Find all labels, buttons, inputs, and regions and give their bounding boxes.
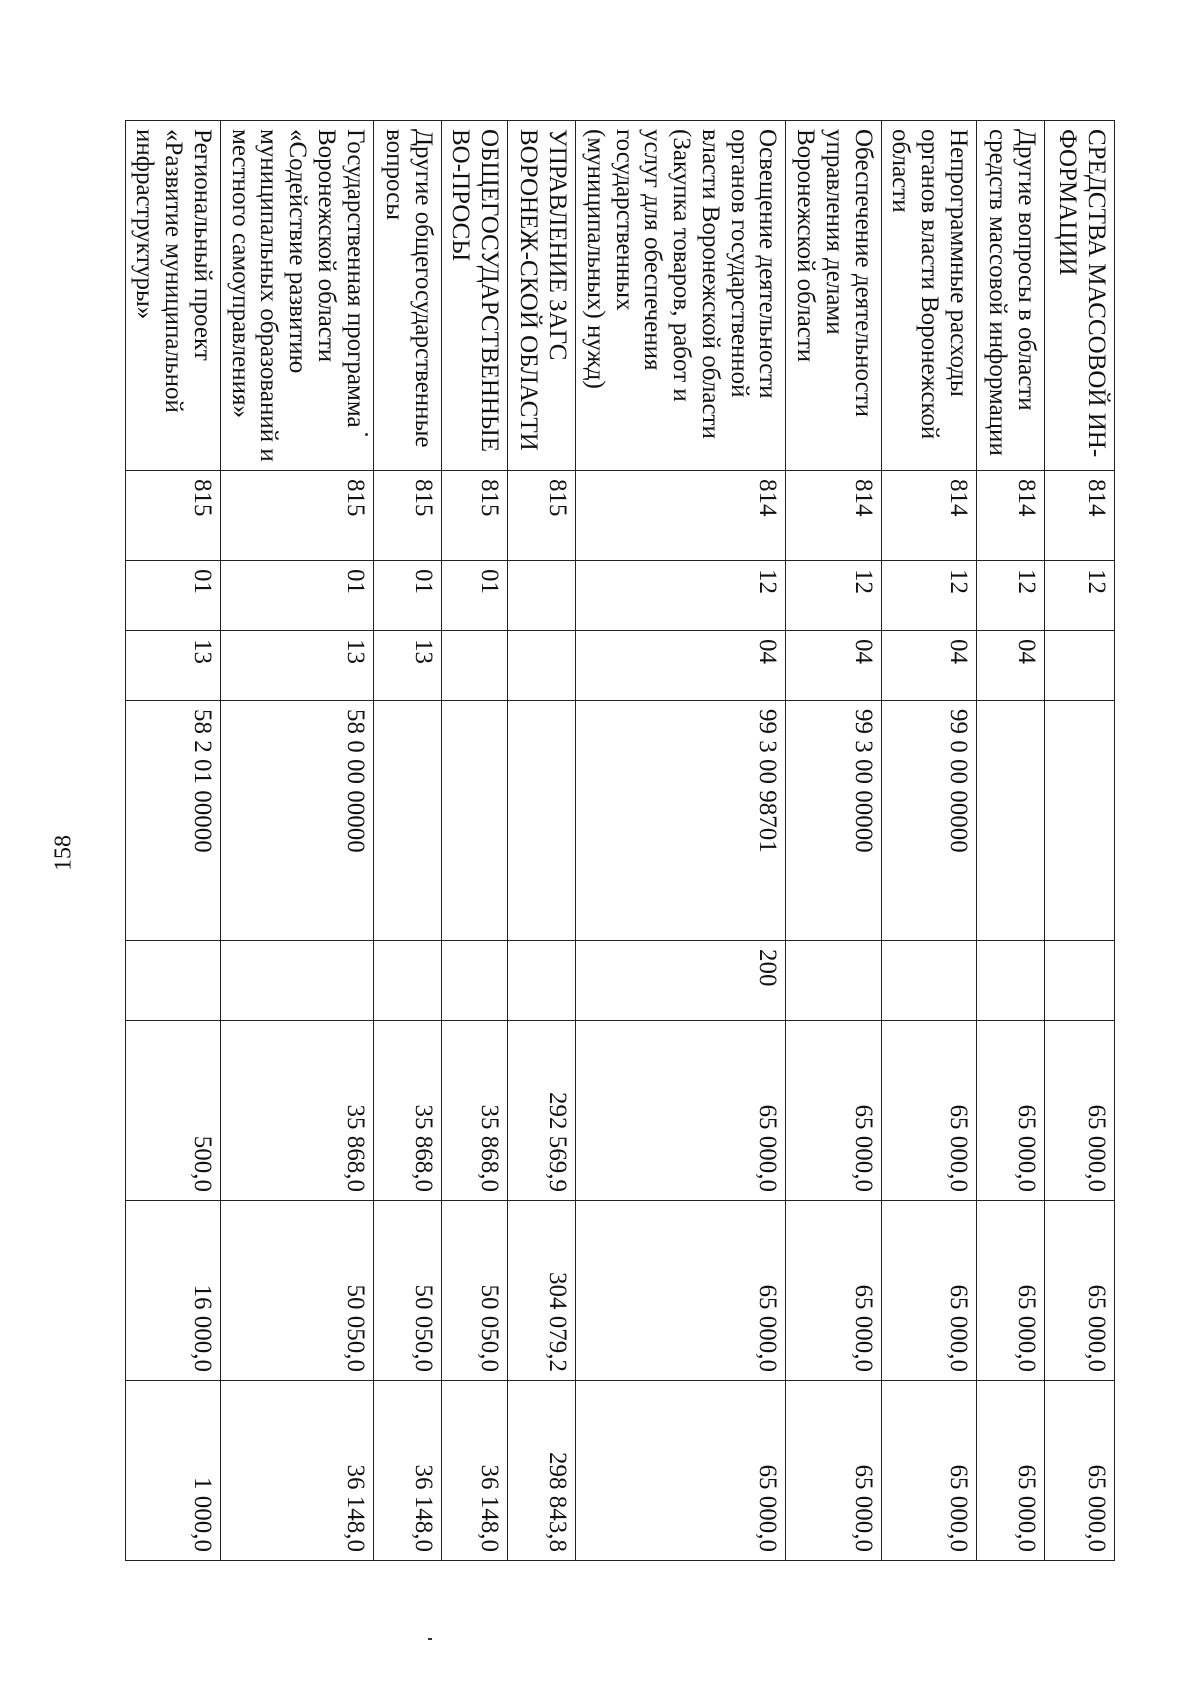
table-row <box>1045 121 1115 1561</box>
row-csr: 99 3 00 98701 <box>576 701 786 941</box>
row-value-1: 35 868,0 <box>373 1021 441 1201</box>
row-rz: 12 <box>881 561 976 631</box>
row-vr <box>881 941 976 1021</box>
row-value-2: 65 000,0 <box>881 1201 976 1381</box>
table-row <box>576 121 786 1561</box>
row-value-3: 36 148,0 <box>221 1381 374 1561</box>
row-value-1: 35 868,0 <box>221 1021 374 1201</box>
row-vr <box>508 941 576 1021</box>
row-pr <box>441 631 508 701</box>
row-value-3: 65 000,0 <box>786 1381 881 1561</box>
row-ved: 815 <box>441 471 508 561</box>
row-vr <box>1045 941 1115 1021</box>
table-row <box>881 121 976 1561</box>
row-value-2: 65 000,0 <box>786 1201 881 1381</box>
row-value-1: 65 000,0 <box>786 1021 881 1201</box>
row-value-2: 65 000,0 <box>576 1201 786 1381</box>
row-name: Непрограммные расходы органов власти Воронежской области <box>881 121 976 471</box>
row-value-2: 50 050,0 <box>373 1201 441 1381</box>
row-ved: 815 <box>125 471 220 561</box>
row-csr: 99 0 00 00000 <box>881 701 976 941</box>
row-value-1: 65 000,0 <box>881 1021 976 1201</box>
row-rz: 12 <box>977 561 1045 631</box>
row-vr <box>977 941 1045 1021</box>
row-rz: 01 <box>373 561 441 631</box>
row-pr: 04 <box>786 631 881 701</box>
row-ved: 814 <box>881 471 976 561</box>
row-csr <box>1045 701 1115 941</box>
row-pr: 13 <box>125 631 220 701</box>
row-value-3: 65 000,0 <box>881 1381 976 1561</box>
row-value-1: 65 000,0 <box>977 1021 1045 1201</box>
row-name: Другие вопросы в области средств массовой информации <box>977 121 1045 471</box>
row-value-3: 36 148,0 <box>441 1381 508 1561</box>
row-rz: 12 <box>576 561 786 631</box>
row-rz: 01 <box>221 561 374 631</box>
table-row <box>221 121 374 1561</box>
table-row <box>373 121 441 1561</box>
row-vr: 200 <box>576 941 786 1021</box>
budget-table <box>125 120 1115 1561</box>
row-name: СРЕДСТВА МАССОВОЙ ИН-ФОРМАЦИИ <box>1045 121 1115 471</box>
row-csr <box>508 701 576 941</box>
row-name: Другие общегосударственные вопросы <box>373 121 441 471</box>
table-row <box>125 121 220 1561</box>
row-pr <box>1045 631 1115 701</box>
row-value-3: 65 000,0 <box>977 1381 1045 1561</box>
row-pr: 04 <box>881 631 976 701</box>
row-value-2: 65 000,0 <box>977 1201 1045 1381</box>
row-ved: 815 <box>221 471 374 561</box>
row-ved: 814 <box>977 471 1045 561</box>
row-name: Государственная программа Воронежской области «Содействие развитию муниципальных образований и местного самоуправления» <box>221 121 374 471</box>
row-vr <box>125 941 220 1021</box>
row-pr: 13 <box>221 631 374 701</box>
row-value-2: 65 000,0 <box>1045 1201 1115 1381</box>
row-csr <box>441 701 508 941</box>
row-csr: 58 0 00 00000 <box>221 701 374 941</box>
page-number: 158 <box>50 835 77 871</box>
row-value-1: 292 569,9 <box>508 1021 576 1201</box>
table-row <box>508 121 576 1561</box>
row-value-3: 65 000,0 <box>576 1381 786 1561</box>
row-csr: 58 2 01 00000 <box>125 701 220 941</box>
row-value-1: 65 000,0 <box>576 1021 786 1201</box>
row-value-3: 36 148,0 <box>373 1381 441 1561</box>
row-value-1: 35 868,0 <box>441 1021 508 1201</box>
row-ved: 814 <box>786 471 881 561</box>
table-row <box>441 121 508 1561</box>
table-row <box>977 121 1045 1561</box>
row-rz <box>508 561 576 631</box>
budget-table-rotated <box>131 120 1115 1560</box>
row-value-3: 1 000,0 <box>125 1381 220 1561</box>
row-pr: 13 <box>373 631 441 701</box>
row-name: Региональный проект «Развитие муниципальной инфраструктуры» <box>125 121 220 471</box>
table-row <box>786 121 881 1561</box>
row-csr: 99 3 00 00000 <box>786 701 881 941</box>
row-vr <box>221 941 374 1021</box>
row-ved: 815 <box>508 471 576 561</box>
row-csr <box>977 701 1045 941</box>
row-vr <box>786 941 881 1021</box>
row-ved: 815 <box>373 471 441 561</box>
row-name: Освещение деятельности органов государственной власти Воронежской области (Закупка товаров, работ и услуг для обеспечения государственных (муниципальных) нужд) <box>576 121 786 471</box>
row-vr <box>373 941 441 1021</box>
row-csr <box>373 701 441 941</box>
row-ved: 814 <box>576 471 786 561</box>
row-vr <box>441 941 508 1021</box>
scan-artifact <box>428 1638 432 1640</box>
row-value-3: 298 843,8 <box>508 1381 576 1561</box>
row-value-2: 304 079,2 <box>508 1201 576 1381</box>
row-rz: 12 <box>786 561 881 631</box>
row-value-2: 50 050,0 <box>221 1201 374 1381</box>
row-name: УПРАВЛЕНИЕ ЗАГС ВОРОНЕЖ-СКОЙ ОБЛАСТИ <box>508 121 576 471</box>
row-value-2: 50 050,0 <box>441 1201 508 1381</box>
row-ved: 814 <box>1045 471 1115 561</box>
row-rz: 01 <box>441 561 508 631</box>
row-value-3: 65 000,0 <box>1045 1381 1115 1561</box>
row-pr: 04 <box>977 631 1045 701</box>
row-value-2: 16 000,0 <box>125 1201 220 1381</box>
row-name: ОБЩЕГОСУДАРСТВЕННЫЕ ВО-ПРОСЫ <box>441 121 508 471</box>
row-value-1: 65 000,0 <box>1045 1021 1115 1201</box>
row-rz: 01 <box>125 561 220 631</box>
row-name: Обеспечение деятельности управления делами Воронежской области <box>786 121 881 471</box>
row-value-1: 500,0 <box>125 1021 220 1201</box>
row-pr <box>508 631 576 701</box>
row-pr: 04 <box>576 631 786 701</box>
row-rz: 12 <box>1045 561 1115 631</box>
